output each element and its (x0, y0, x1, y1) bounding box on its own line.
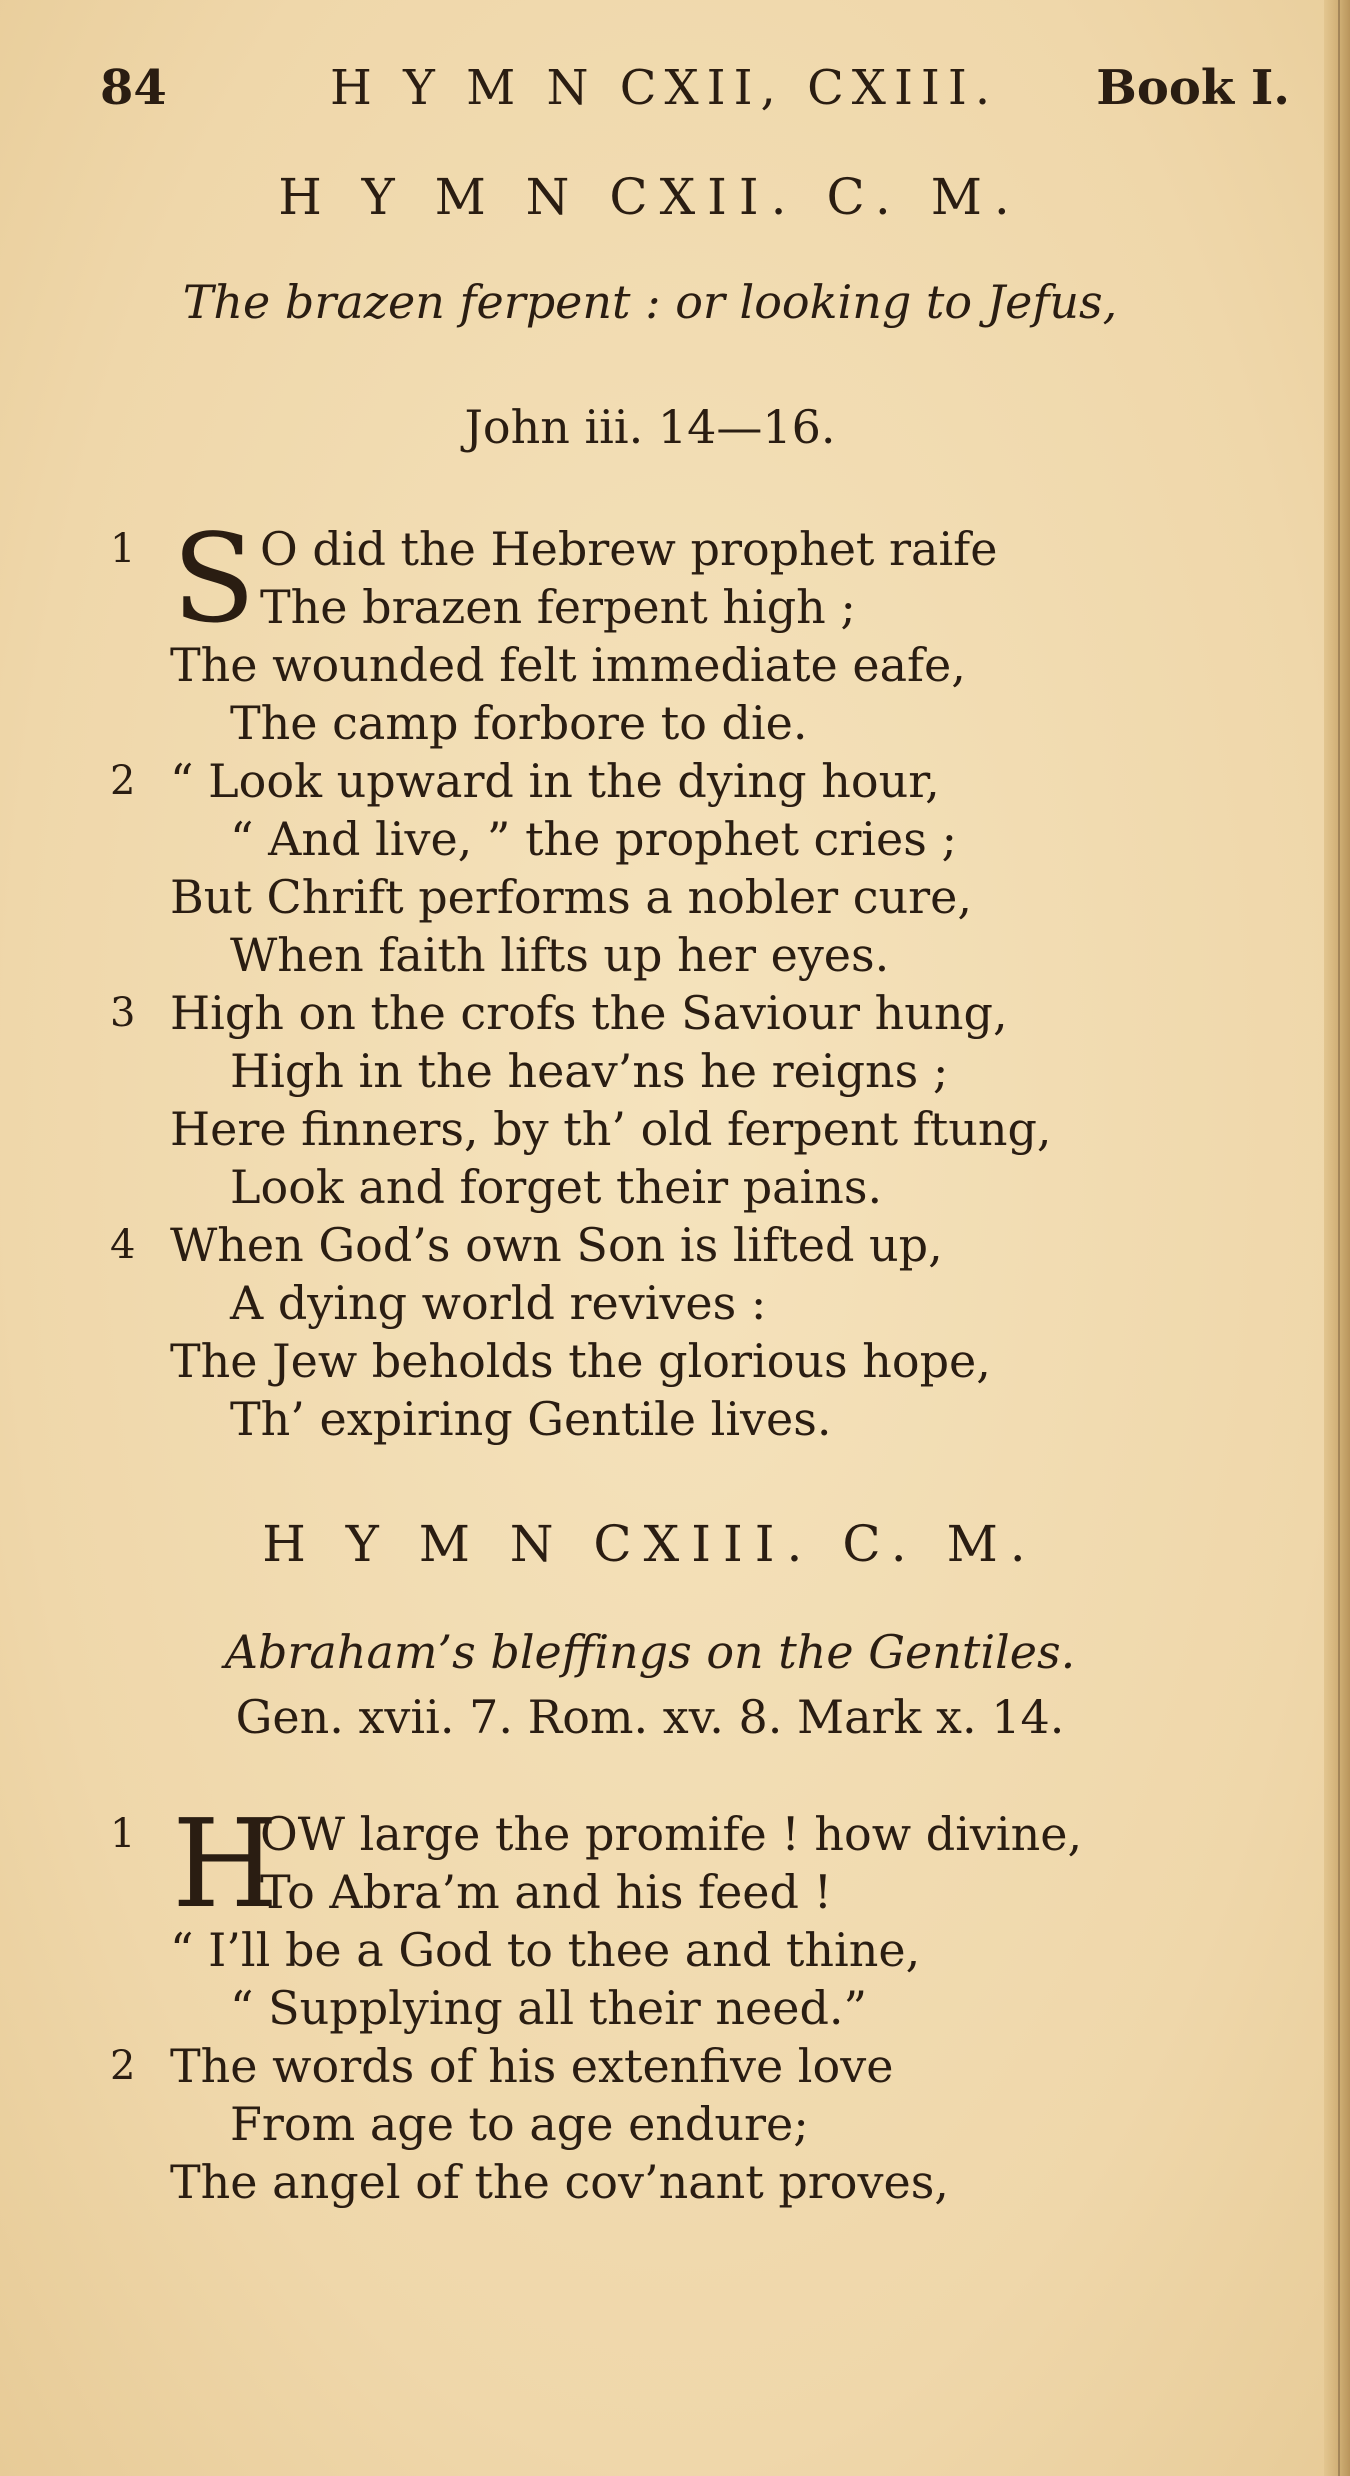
hymn-113-title: H Y M N CXIII. C. M. (262, 1515, 1038, 1573)
verse-line (110, 1863, 1210, 1921)
verse-text: The angel of the cov’nant proves, (170, 2155, 949, 2209)
verse-text: Look and forget their pains. (230, 1160, 883, 1214)
verse-text: But Chrift performs a nobler cure, (170, 870, 972, 924)
stanza-number: 2 (110, 2043, 136, 2089)
verse-text: From age to age endure; (230, 2097, 809, 2151)
page-edge (1324, 0, 1350, 2476)
hymn-113-subtitle: Abraham’s bleffings on the Gentiles. (224, 1625, 1076, 1679)
verse-text: The Jew beholds the glorious hope, (170, 1334, 991, 1388)
verse-line (110, 2153, 1210, 2211)
verse-text: Here finners, by th’ old ferpent ftung, (170, 1102, 1052, 1156)
verse-text: “ Supplying all their need.” (230, 1981, 868, 2035)
verse-text: High on the crofs the Saviour hung, (170, 986, 1008, 1040)
verse-line (110, 1390, 1210, 1448)
page-number: 84 (100, 60, 167, 116)
hymn-113-reference: Gen. xvii. 7. Rom. xv. 8. Mark x. 14. (235, 1690, 1065, 1744)
hymn-112-subtitle: The brazen ferpent : or looking to Jefus, (182, 275, 1118, 329)
stanza-number: 2 (110, 758, 136, 804)
verse-line (110, 1274, 1210, 1332)
drop-cap: S (172, 508, 256, 650)
verse-line (110, 810, 1210, 868)
verse-line (110, 752, 1210, 810)
verse-text: OW large the promife ! how divine, (260, 1807, 1083, 1861)
verse-text: The wounded felt immediate eafe, (170, 638, 966, 692)
verse-text: O did the Hebrew prophet raife (260, 522, 998, 576)
verse-text: “ I’ll be a God to thee and thine, (170, 1923, 921, 1977)
verse-line (110, 2095, 1210, 2153)
verse-text: “ Look upward in the dying hour, (170, 754, 940, 808)
verse-text: The camp forbore to die. (230, 696, 808, 750)
stanza-number: 4 (110, 1222, 136, 1268)
verse-line (110, 984, 1210, 1042)
verse-line (110, 1042, 1210, 1100)
stanza-number: 1 (110, 1811, 136, 1857)
stanza-number: 3 (110, 990, 136, 1036)
verse-line (110, 1332, 1210, 1390)
hymn-112-verses (110, 508, 1210, 1448)
verse-line (110, 1216, 1210, 1274)
drop-cap: H (172, 1793, 279, 1935)
verse-text: A dying world revives : (230, 1276, 767, 1330)
verse-text: When God’s own Son is lifted up, (170, 1218, 943, 1272)
hymn-112-title: H Y M N CXII. C. M. (278, 168, 1022, 226)
hymn-112-reference: John iii. 14—16. (464, 400, 836, 454)
hymn-113-verses (110, 1793, 1210, 2211)
verse-text: “ And live, ” the prophet cries ; (230, 812, 957, 866)
verse-line (110, 926, 1210, 984)
verse-line (110, 694, 1210, 752)
book-label: Book I. (1096, 60, 1290, 116)
verse-line (110, 1979, 1210, 2037)
verse-text: The brazen ferpent high ; (260, 580, 856, 634)
verse-text: When faith lifts up her eyes. (230, 928, 890, 982)
verse-text: To Abra’m and his feed ! (260, 1865, 833, 1919)
verse-line (110, 1921, 1210, 1979)
verse-text: High in the heav’ns he reigns ; (230, 1044, 949, 1098)
running-head (100, 60, 1290, 130)
verse-text: Th’ expiring Gentile lives. (230, 1392, 832, 1446)
verse-line (110, 868, 1210, 926)
verse-line (110, 1100, 1210, 1158)
verse-line (110, 578, 1210, 636)
verse-line (110, 2037, 1210, 2095)
page-edge-line (1338, 0, 1340, 2476)
running-title: H Y M N CXII, CXIII. (330, 60, 999, 116)
verse-line (110, 636, 1210, 694)
stanza-number: 1 (110, 526, 136, 572)
verse-line (110, 1158, 1210, 1216)
verse-text: The words of his extenfive love (170, 2039, 894, 2093)
